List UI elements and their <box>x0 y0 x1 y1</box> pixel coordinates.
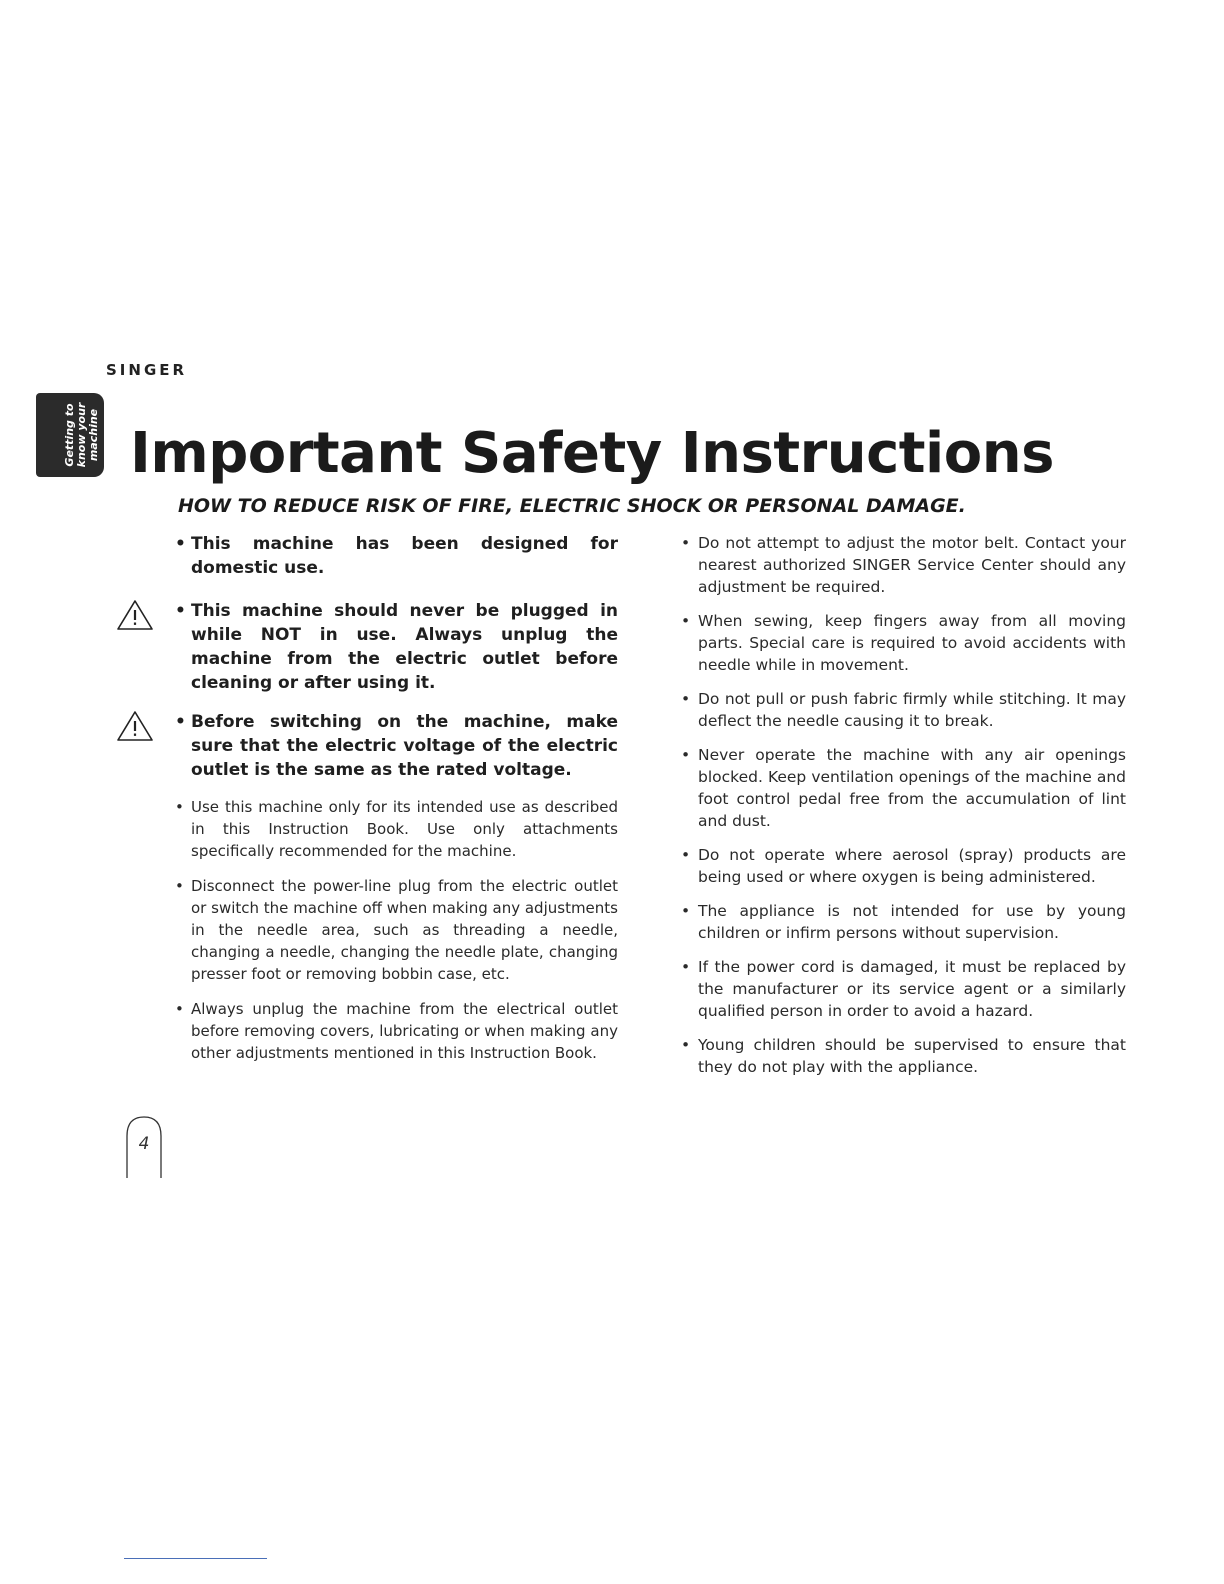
page-subtitle: HOW TO REDUCE RISK OF FIRE, ELECTRIC SHOCK OR PERSONAL DAMAGE. <box>178 495 966 517</box>
safety-item-text: When sewing, keep fingers away from all moving parts. Special care is required to avoid accidents with needle while in movement. <box>698 612 1126 674</box>
bullet: • <box>681 534 691 552</box>
safety-item-text: Young children should be supervised to ensure that they do not play with the appliance. <box>698 1036 1126 1076</box>
safety-item-text: Do not operate where aerosol (spray) products are being used or where oxygen is being administered. <box>698 846 1126 886</box>
safety-item <box>680 900 1126 944</box>
bullet: • <box>175 1000 184 1018</box>
bullet: • <box>681 902 691 920</box>
bullet: • <box>175 798 184 816</box>
left-column <box>174 532 618 1064</box>
safety-item-text: Do not attempt to adjust the motor belt. Contact your nearest authorized SINGER Service Center should any adjustment be required. <box>698 534 1126 596</box>
safety-item <box>174 998 618 1064</box>
warning-triangle-icon <box>116 710 154 742</box>
bullet: • <box>681 690 691 708</box>
safety-item <box>680 744 1126 832</box>
warning-triangle-icon <box>116 599 154 631</box>
safety-item <box>680 610 1126 676</box>
safety-item-text: Before switching on the machine, make sure that the electric voltage of the electric outlet is the same as the rated voltage. <box>191 712 618 780</box>
safety-item <box>680 532 1126 598</box>
bullet: • <box>681 846 691 864</box>
safety-item <box>174 796 618 862</box>
safety-item <box>174 532 618 580</box>
page-number: 4 <box>138 1134 150 1154</box>
bullet: • <box>175 534 186 554</box>
safety-item <box>680 844 1126 888</box>
safety-item <box>680 1034 1126 1078</box>
safety-item <box>680 688 1126 732</box>
bullet: • <box>175 601 186 621</box>
page-number-tab <box>126 1114 162 1178</box>
section-tab <box>36 393 104 477</box>
page-title: Important Safety Instructions <box>130 421 1054 486</box>
section-tab-label: Getting to know your machine <box>63 402 100 468</box>
safety-item-text: Do not pull or push fabric firmly while stitching. It may deflect the needle causing it to break. <box>698 690 1126 730</box>
safety-item <box>174 875 618 985</box>
safety-item-text: Never operate the machine with any air openings blocked. Keep ventilation openings of the machine and foot control pedal free from the accumulation of lint and dust. <box>698 746 1126 830</box>
bullet: • <box>681 612 691 630</box>
safety-item-text: The appliance is not intended for use by young children or infirm persons without supervision. <box>698 902 1126 942</box>
brand-logo: SINGER <box>106 361 188 379</box>
bullet: • <box>681 1036 691 1054</box>
bullet: • <box>681 746 691 764</box>
safety-item-warning <box>174 599 618 695</box>
safety-item-text: Disconnect the power-line plug from the electric outlet or switch the machine off when making any adjustments in the needle area, such as threading a needle, changing a needle, changing the needle plate, changing presser foot or removing bobbin case, etc. <box>191 877 618 983</box>
bullet: • <box>175 712 186 732</box>
right-column <box>680 532 1126 1078</box>
bullet: • <box>175 877 184 895</box>
safety-item-text: This machine has been designed for domestic use. <box>191 534 618 578</box>
safety-item-text: If the power cord is damaged, it must be replaced by the manufacturer or its service agent or a similarly qualified person in order to avoid a hazard. <box>698 958 1126 1020</box>
safety-item-text: This machine should never be plugged in while NOT in use. Always unplug the machine from the electric outlet before cleaning or after using it. <box>191 601 618 693</box>
safety-item <box>680 956 1126 1022</box>
safety-item-text: Use this machine only for its intended use as described in this Instruction Book. Use only attachments specifically recommended for the machine. <box>191 798 618 860</box>
safety-item-text: Always unplug the machine from the electrical outlet before removing covers, lubricating or when making any other adjustments mentioned in this Instruction Book. <box>191 1000 618 1062</box>
safety-item-warning <box>174 710 618 782</box>
footer-rule <box>124 1558 267 1559</box>
bullet: • <box>681 958 691 976</box>
